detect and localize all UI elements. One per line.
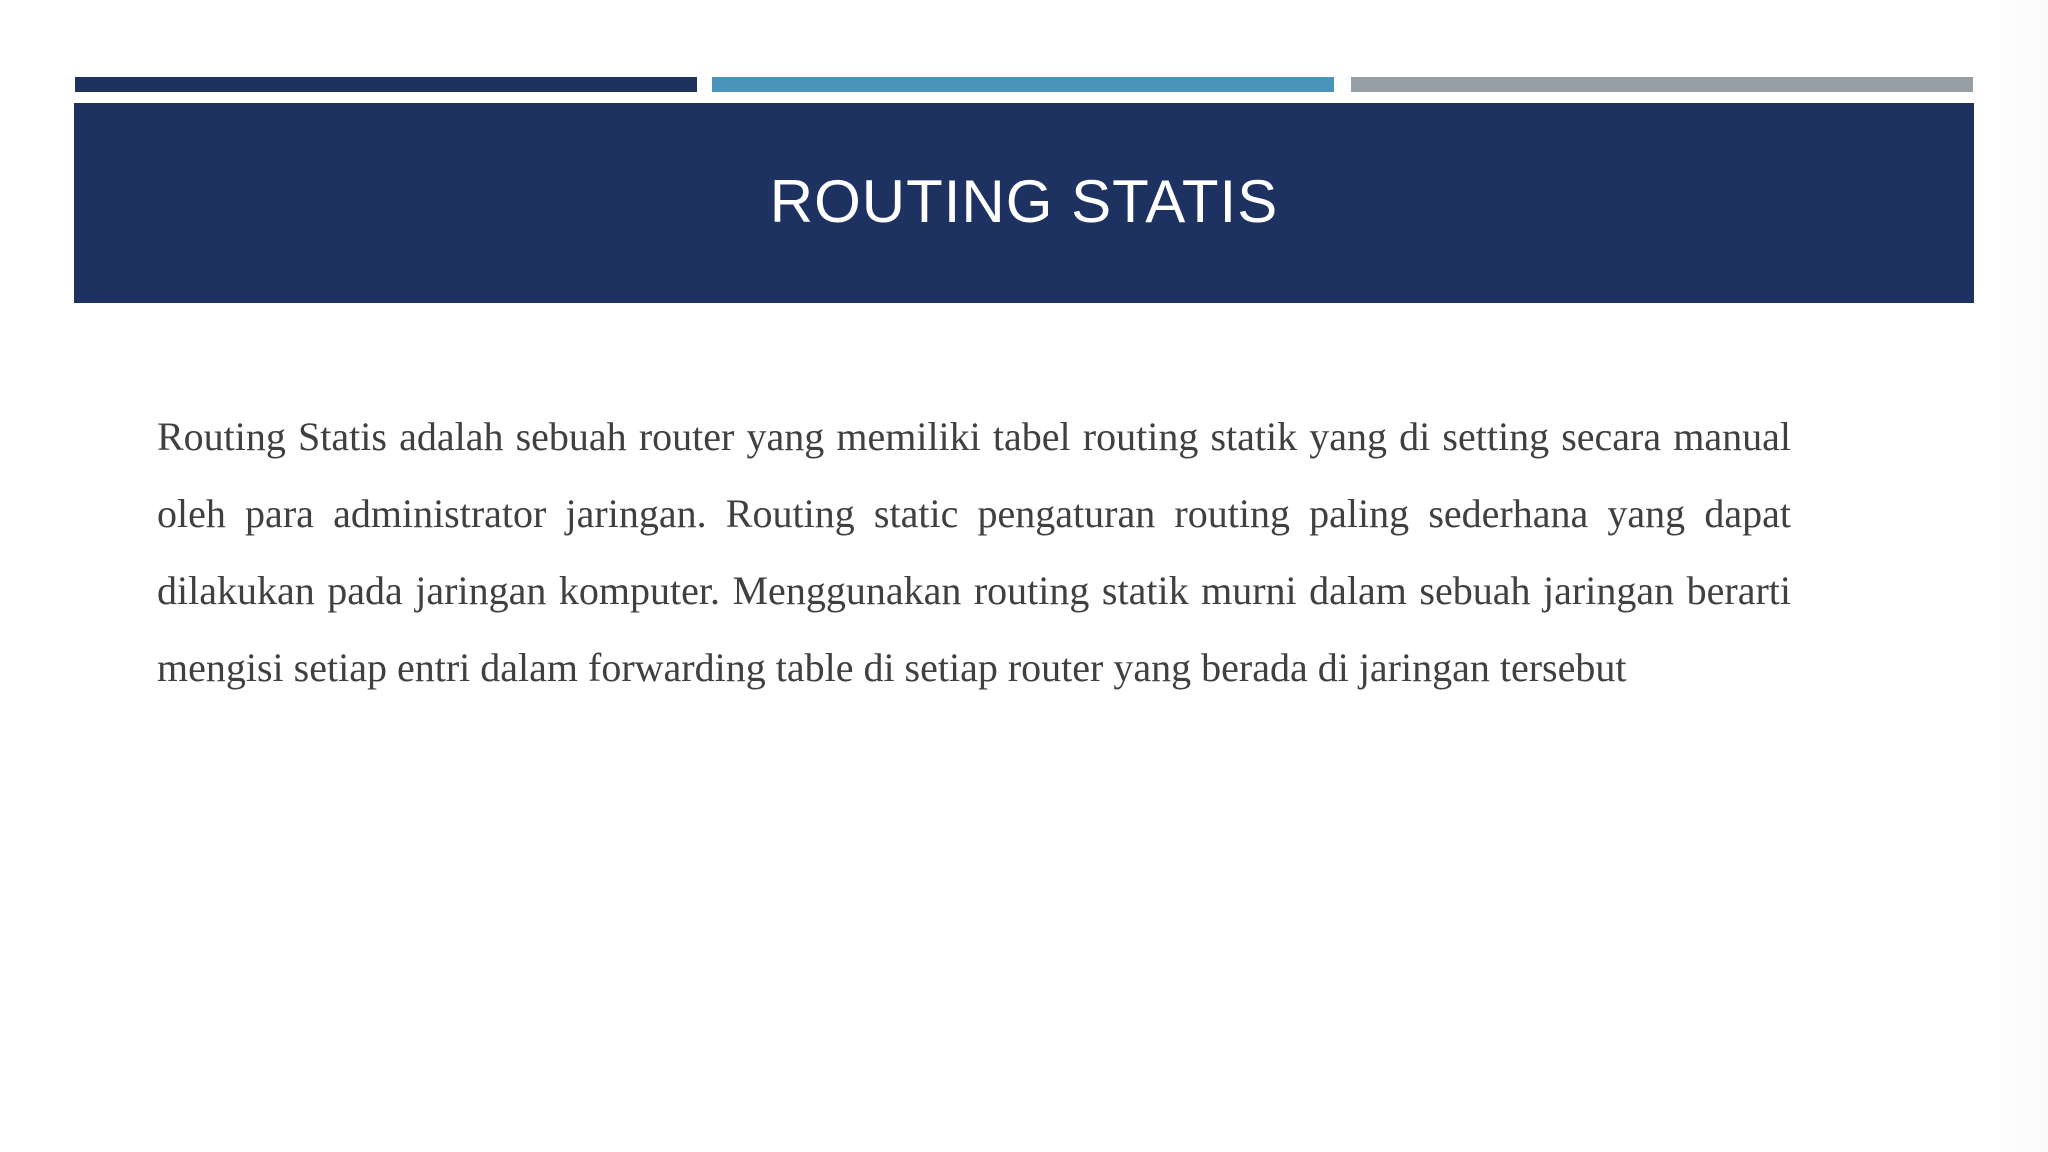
accent-stripe-gray [1351, 77, 1973, 92]
body-paragraph: Routing Statis adalah sebuah router yang memiliki tabel routing statik yang di setting secara manual oleh para administrator jaringan. Routing static pengaturan routing paling sederhana yang dapat dilakukan pada jaringan komputer. Menggunakan routing statik murni dalam sebuah jaringan berarti mengisi setiap entri dalam forwarding table di setiap router yang berada di jaringan tersebut [157, 414, 1791, 690]
slide-edge-shade [1988, 0, 2048, 1152]
accent-stripe-dark [75, 77, 697, 92]
accent-stripe-blue [712, 77, 1334, 92]
slide-title: ROUTING STATIS [769, 168, 1279, 235]
title-banner [74, 103, 1974, 303]
